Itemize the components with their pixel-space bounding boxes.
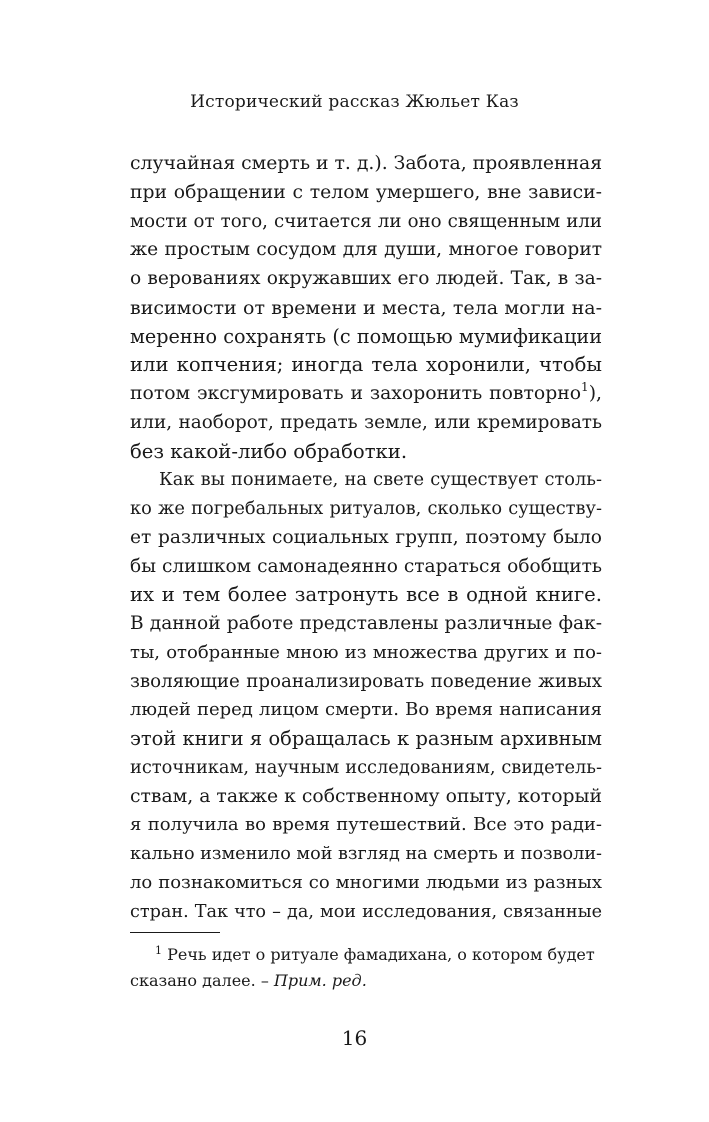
text-line: стран. Так что – да, мои исследования, связанные xyxy=(130,901,602,922)
text-line: я получила во время путешествий. Все это ради- xyxy=(130,814,602,836)
text-line: мости от того, считается ли оно священным или xyxy=(130,210,602,232)
text-line: источникам, научным исследованиям, свидетель- xyxy=(130,756,602,778)
footnote-divider xyxy=(130,932,220,933)
text-line: ствам, а также к собственному опыту, который xyxy=(130,785,602,807)
text-line: ло познакомиться со многими людьми из разных xyxy=(130,871,602,893)
text-line: их и тем более затронуть все в одной книге. xyxy=(130,583,602,607)
text-line-paragraph-start: Как вы понимаете, на свете существует столь- xyxy=(159,469,602,491)
text-line: бы слишком самонадеянно стараться обобщить xyxy=(130,555,602,577)
text-line-trailing: ), xyxy=(588,383,602,404)
text-line: ты, отобранные мною из множества других и по- xyxy=(130,641,602,663)
text-line: или, наоборот, предать земле, или кремировать xyxy=(130,411,602,433)
footnote-line xyxy=(130,968,602,994)
footnote-text: Речь идет о ритуале фамадихана, о котором будет xyxy=(167,945,595,964)
text-line: ет различных социальных групп, поэтому было xyxy=(130,526,602,548)
running-head: Исторический рассказ Жюльет Каз xyxy=(190,92,519,112)
text-line-content: потом эксгумировать и захоронить повторно xyxy=(130,383,582,404)
text-line: людей перед лицом смерти. Во время написания xyxy=(130,699,602,721)
footnote-reference[interactable]: 1 xyxy=(581,380,589,394)
body-text xyxy=(130,150,602,926)
footnote-marker: 1 xyxy=(155,944,162,957)
text-line: зволяющие проанализировать поведение живых xyxy=(130,670,602,692)
text-line: о верованиях окружавших его людей. Так, в за- xyxy=(130,268,602,289)
footnote xyxy=(130,942,602,994)
text-line-with-footnote-ref xyxy=(130,380,602,409)
text-line: же простым сосудом для души, многое говорит xyxy=(130,239,602,261)
text-line: при обращении с телом умершего, вне зависи- xyxy=(130,181,602,203)
text-line: ко же погребальных ритуалов, сколько существу- xyxy=(130,498,602,519)
footnote-editor-note: Прим. ред. xyxy=(273,971,367,990)
footnote-text: сказано далее. – xyxy=(130,971,274,990)
footnote-line xyxy=(130,942,602,968)
text-line: или копчения; иногда тела хоронили, чтобы xyxy=(130,353,602,377)
page-number: 16 xyxy=(341,1026,368,1050)
text-line: В данной работе представлены различные фак- xyxy=(130,613,602,634)
text-line: кально изменило мой взгляд на смерть и позволи- xyxy=(130,844,602,864)
text-line: случайная смерть и т. д.). Забота, проявленная xyxy=(130,153,603,174)
text-line: меренно сохранять (с помощью мумификации xyxy=(130,324,602,348)
text-line: без какой-либо обработки. xyxy=(130,439,408,463)
text-line: этой книги я обращалась к разным архивным xyxy=(130,727,602,750)
text-line: висимости от времени и места, тела могли на- xyxy=(130,296,602,319)
